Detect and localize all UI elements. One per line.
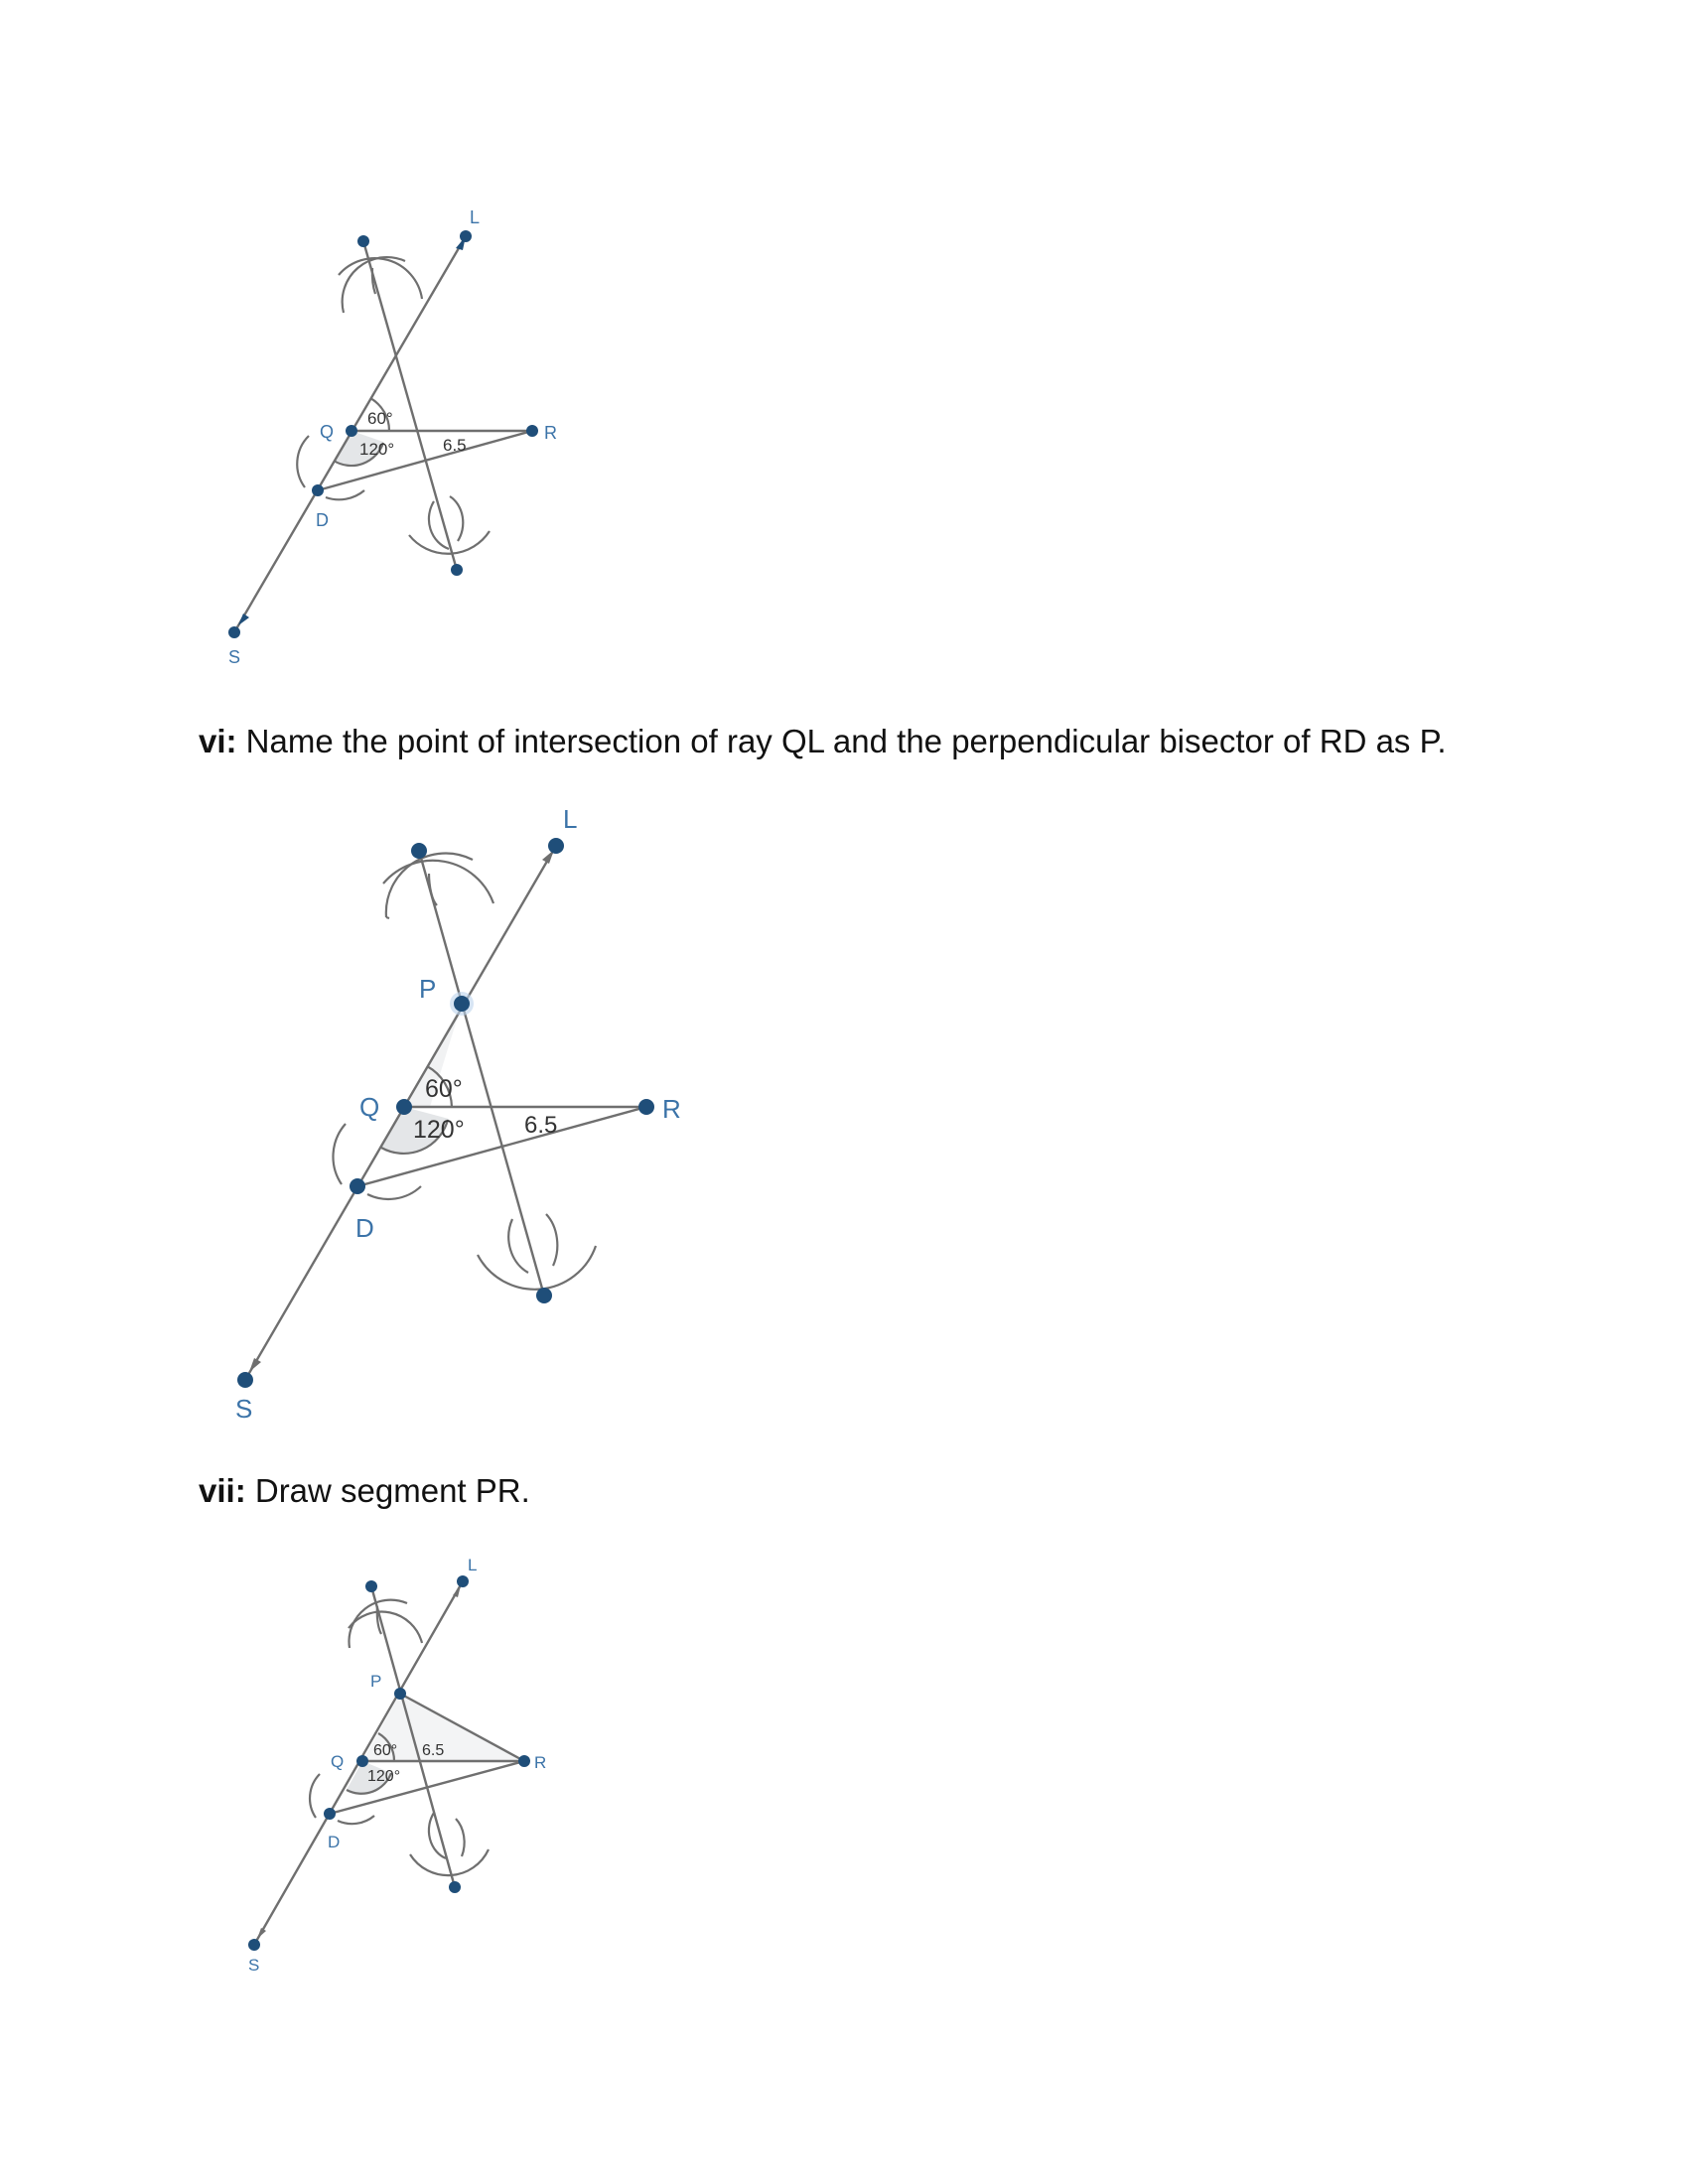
point-S bbox=[248, 1939, 260, 1951]
arrow-S-icon bbox=[257, 1928, 266, 1939]
label-R: R bbox=[534, 1753, 547, 1772]
label-R: R bbox=[544, 423, 557, 443]
label-S: S bbox=[248, 1956, 260, 1975]
label-D: D bbox=[328, 1833, 341, 1851]
angle-label-60: 60° bbox=[367, 409, 393, 428]
point-bisector-bottom bbox=[449, 1881, 461, 1893]
label-L: L bbox=[470, 207, 481, 227]
point-bisector-top bbox=[365, 1580, 377, 1592]
label-R: R bbox=[662, 1094, 681, 1124]
label-P: P bbox=[419, 974, 437, 1004]
step-instruction: Name the point of intersection of ray QL and the perpendicular bisector of RD as P. bbox=[236, 723, 1447, 759]
point-R bbox=[518, 1755, 530, 1767]
step-number: vi: bbox=[199, 723, 237, 759]
arrow-L-icon bbox=[453, 1585, 461, 1597]
step-number: vii: bbox=[199, 1472, 246, 1509]
compass-arc bbox=[310, 1774, 320, 1818]
angle-label-120: 120° bbox=[413, 1116, 465, 1144]
compass-arc bbox=[456, 1819, 465, 1856]
length-label: 6.5 bbox=[443, 436, 467, 455]
label-D: D bbox=[355, 1213, 374, 1243]
label-Q: Q bbox=[331, 1752, 345, 1771]
point-L bbox=[457, 1575, 469, 1587]
label-P: P bbox=[370, 1672, 382, 1691]
step-instruction: Draw segment PR. bbox=[245, 1472, 530, 1509]
label-S: S bbox=[235, 1394, 253, 1424]
compass-arc bbox=[338, 1816, 374, 1824]
angle-label-60: 60° bbox=[425, 1075, 463, 1103]
label-Q: Q bbox=[320, 422, 335, 442]
label-L: L bbox=[468, 1556, 478, 1574]
point-Q bbox=[356, 1755, 368, 1767]
label-L: L bbox=[563, 804, 578, 834]
length-label: 6.5 bbox=[422, 1742, 445, 1759]
angle-label-120: 120° bbox=[359, 440, 395, 459]
label-S: S bbox=[228, 647, 241, 667]
compass-arc bbox=[429, 1813, 446, 1858]
label-Q: Q bbox=[359, 1092, 380, 1122]
point-D bbox=[324, 1808, 336, 1820]
label-D: D bbox=[316, 510, 329, 530]
length-label: 6.5 bbox=[524, 1112, 558, 1139]
angle-label-60: 60° bbox=[373, 1742, 398, 1759]
angle-label-120: 120° bbox=[367, 1768, 401, 1785]
point-P bbox=[394, 1688, 406, 1700]
